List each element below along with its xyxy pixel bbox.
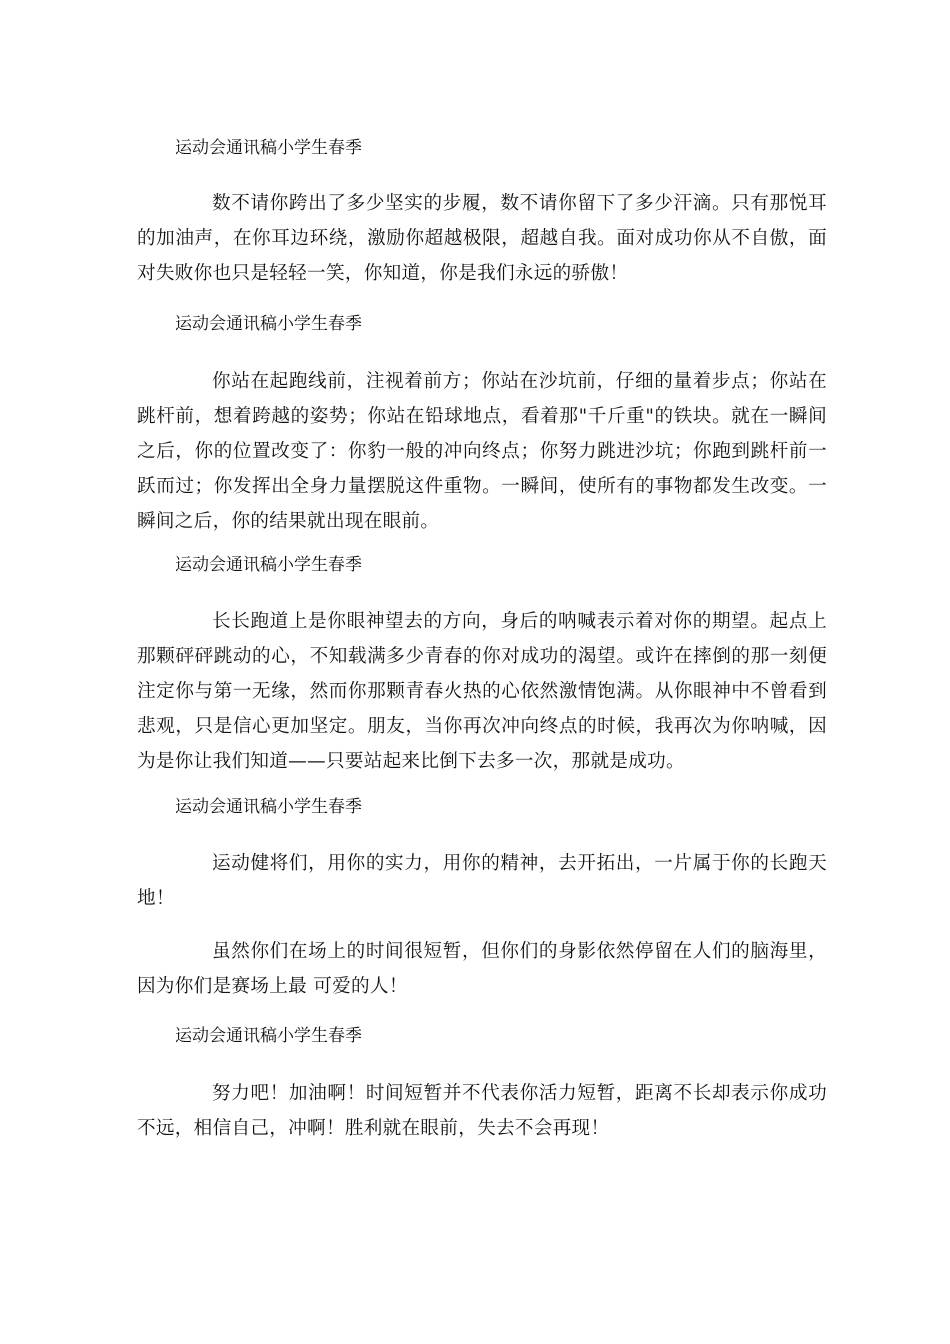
- body-paragraph: 数不请你跨出了多少坚实的步履，数不请你留下了多少汗滴。只有那悦耳的加油声，在你耳边环绕，激励你超越极限，超越自我。面对成功你从不自傲，面对失败你也只是轻轻一笑，你知道，你是我们永远的骄傲！: [137, 193, 827, 284]
- body-paragraph: 运动健将们，用你的实力，用你的精神，去开拓出，一片属于你的长跑天地！: [137, 853, 827, 909]
- section-heading: 运动会通讯稿小学生春季: [175, 797, 362, 817]
- section-heading: 运动会通讯稿小学生春季: [175, 314, 362, 334]
- body-paragraph: 长长跑道上是你眼神望去的方向，身后的呐喊表示着对你的期望。起点上那颗砰砰跳动的心，不知载满多少青春的你对成功的渴望。或许在摔倒的那一刻便注定你与第一无缘，然而你那颗青春火热的心依然激情饱满。从你眼神中不曾看到悲观，只是信心更加坚定。朋友，当你再次冲向终点的时候，我再次为你呐喊，因为是你让我们知道——只要站起来比倒下去多一次，那就是成功。: [137, 611, 827, 772]
- section-heading: 运动会通讯稿小学生春季: [175, 555, 362, 575]
- body-paragraph: 虽然你们在场上的时间很短暂，但你们的身影依然停留在人们的脑海里，因为你们是赛场上最 可爱的人！: [137, 941, 827, 997]
- body-paragraph: 你站在起跑线前，注视着前方；你站在沙坑前，仔细的量着步点；你站在跳杆前，想着跨越的姿势；你站在铅球地点，看着那"千斤重"的铁块。就在一瞬间之后，你的位置改变了：你豹一般的冲向终点；你努力跳进沙坑；你跑到跳杆前一跃而过；你发挥出全身力量摆脱这件重物。一瞬间，使所有的事物都发生改变。一瞬间之后，你的结果就出现在眼前。: [137, 371, 827, 532]
- section-heading: 运动会通讯稿小学生春季: [175, 1026, 362, 1046]
- body-paragraph: 努力吧！加油啊！时间短暂并不代表你活力短暂，距离不长却表示你成功不远，相信自己，冲啊！胜利就在眼前，失去不会再现！: [137, 1083, 827, 1139]
- section-heading: 运动会通讯稿小学生春季: [175, 138, 362, 158]
